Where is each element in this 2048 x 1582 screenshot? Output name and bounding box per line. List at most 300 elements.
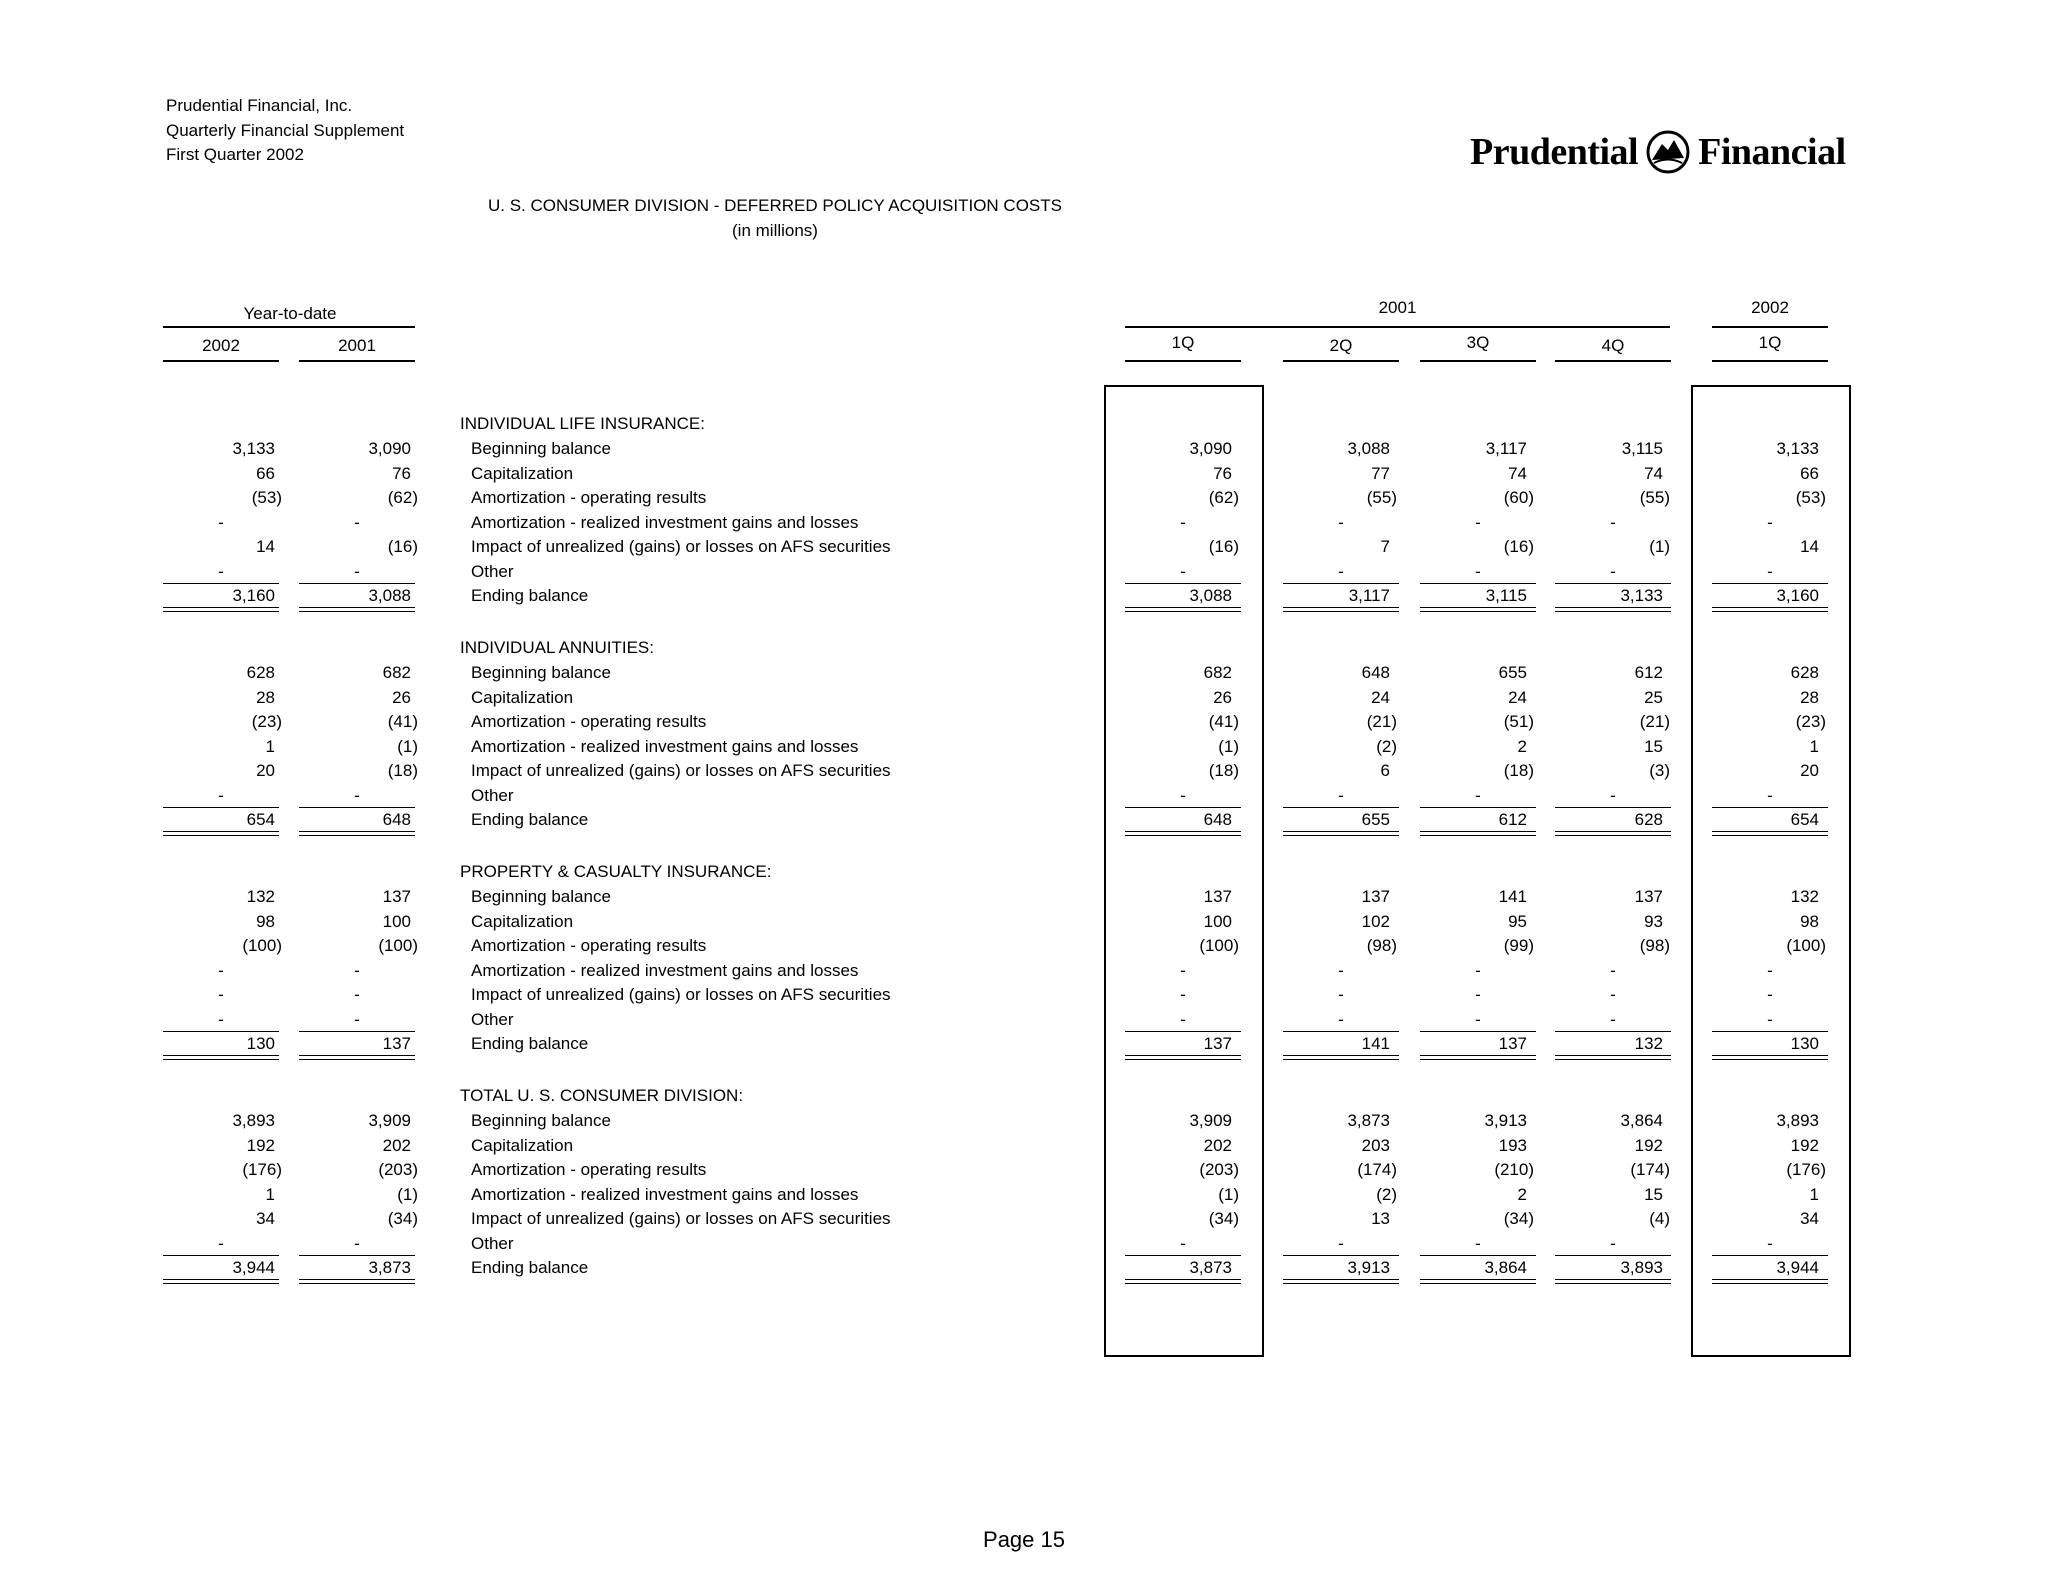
cell-value: 628	[246, 663, 275, 682]
total-double-rule	[1555, 1055, 1671, 1056]
total-double-rule	[163, 1283, 279, 1284]
cell-value: (41)	[387, 712, 418, 731]
row-label: Impact of unrealized (gains) or losses on AFS securities	[471, 1209, 891, 1228]
cell-value: 612	[1498, 810, 1527, 829]
subtotal-rule	[1555, 1255, 1671, 1256]
cell-value: -	[1610, 985, 1616, 1004]
cell-value: 98	[1800, 911, 1819, 931]
cell-value: (51)	[1503, 712, 1534, 731]
total-double-rule	[1283, 1055, 1399, 1056]
col-rule	[163, 360, 279, 362]
cell-value: -	[1475, 960, 1481, 980]
subtotal-rule	[1420, 1255, 1536, 1256]
cell-value: 3,893	[232, 1111, 275, 1130]
cell-value: 655	[1361, 810, 1390, 829]
cell-value: 3,909	[1189, 1111, 1232, 1130]
cell-value: -	[1610, 1233, 1616, 1253]
total-double-rule	[163, 1279, 279, 1280]
subtotal-rule	[163, 583, 279, 584]
total-double-rule	[1420, 1055, 1536, 1056]
q1-2001-heading: 1Q	[1171, 333, 1195, 352]
row-label: Amortization - operating results	[471, 488, 707, 507]
cell-value: (23)	[1795, 712, 1826, 731]
cell-value: -	[1767, 1233, 1773, 1253]
cell-value: 3,090	[1189, 439, 1232, 458]
subtotal-rule	[1555, 583, 1671, 584]
cell-value: (16)	[387, 537, 418, 556]
subtotal-rule	[1283, 1255, 1399, 1256]
supplement-title: Quarterly Financial Supplement	[166, 121, 405, 140]
cell-value: 3,893	[1620, 1258, 1663, 1277]
cell-value: (4)	[1649, 1209, 1670, 1228]
cell-value: 3,115	[1621, 439, 1663, 458]
subtotal-rule	[299, 807, 415, 808]
subtotal-rule	[1283, 807, 1399, 808]
cell-value: (21)	[1366, 712, 1397, 731]
cell-value: 141	[1361, 1034, 1390, 1053]
row-label: Ending balance	[471, 586, 589, 605]
cell-value: (34)	[1208, 1209, 1239, 1228]
row-label: Ending balance	[471, 810, 589, 829]
cell-value: 93	[1644, 911, 1663, 931]
total-double-rule	[163, 1059, 279, 1060]
cell-value: -	[354, 985, 360, 1004]
q2-2001-heading: 2Q	[1329, 336, 1353, 355]
cell-value: -	[1475, 1009, 1481, 1029]
cell-value: 34	[1800, 1209, 1819, 1228]
total-double-rule	[1555, 1059, 1671, 1060]
ytd-heading-rule	[163, 326, 415, 328]
page-number: Page 15	[983, 1527, 1065, 1552]
subtotal-rule	[1420, 1031, 1536, 1032]
cell-value: (203)	[1199, 1160, 1239, 1179]
cell-value: 3,909	[368, 1111, 411, 1130]
cell-value: 202	[1203, 1135, 1232, 1155]
total-double-rule	[1712, 607, 1828, 608]
cell-value: 192	[1634, 1135, 1663, 1155]
cell-value: 132	[246, 887, 275, 906]
cell-value: 98	[256, 911, 275, 931]
cell-value: (60)	[1503, 488, 1534, 507]
cell-value: 137	[1203, 887, 1232, 906]
cell-value: -	[1767, 512, 1773, 532]
cell-value: 132	[1634, 1034, 1663, 1053]
total-double-rule	[1420, 1283, 1536, 1284]
cell-value: 3,944	[232, 1258, 275, 1277]
cell-value: 141	[1498, 887, 1527, 906]
cell-value: 3,133	[1620, 586, 1663, 605]
cell-value: (1)	[1649, 537, 1670, 556]
cell-value: 66	[256, 463, 275, 483]
section-title: INDIVIDUAL ANNUITIES:	[460, 638, 654, 657]
subtotal-rule	[1712, 807, 1828, 808]
logo-right-word: Financial	[1698, 131, 1846, 173]
cell-value: -	[1475, 985, 1481, 1004]
row-label: Amortization - realized investment gains and losses	[471, 1184, 859, 1204]
row-label: Ending balance	[471, 1034, 589, 1053]
cell-value: 137	[1498, 1034, 1527, 1053]
subtotal-rule	[1125, 1255, 1241, 1256]
cell-value: -	[218, 785, 224, 805]
section-title: INDIVIDUAL LIFE INSURANCE:	[460, 414, 705, 433]
cell-value: -	[354, 960, 360, 980]
total-double-rule	[1555, 607, 1671, 608]
total-double-rule	[1712, 1055, 1828, 1056]
cell-value: -	[218, 1009, 224, 1029]
cell-value: (2)	[1376, 736, 1397, 756]
total-double-rule	[1283, 611, 1399, 612]
cell-value: 34	[256, 1209, 275, 1228]
total-double-rule	[1420, 835, 1536, 836]
row-label: Impact of unrealized (gains) or losses on AFS securities	[471, 537, 891, 556]
col-rule	[1420, 360, 1536, 362]
total-double-rule	[163, 835, 279, 836]
total-double-rule	[1125, 835, 1241, 836]
subtotal-rule	[1420, 583, 1536, 584]
cell-value: 682	[382, 663, 411, 682]
total-double-rule	[299, 1279, 415, 1280]
cell-value: 3,873	[368, 1258, 411, 1277]
cell-value: 76	[1213, 463, 1232, 483]
cell-value: (53)	[1795, 488, 1826, 507]
cell-value: -	[1767, 960, 1773, 980]
cell-value: (55)	[1366, 488, 1397, 507]
cell-value: -	[354, 512, 360, 532]
total-double-rule	[1125, 1055, 1241, 1056]
cell-value: -	[1180, 960, 1186, 980]
cell-value: 74	[1644, 463, 1663, 483]
row-label: Impact of unrealized (gains) or losses on AFS securities	[471, 761, 891, 780]
cell-value: -	[1767, 561, 1773, 581]
cell-value: 648	[1203, 810, 1232, 829]
cell-value: -	[1475, 785, 1481, 805]
cell-value: 3,115	[1485, 586, 1527, 605]
cell-value: (100)	[378, 936, 418, 955]
ytd-heading: Year-to-date	[243, 304, 337, 323]
row-label: Capitalization	[471, 1135, 574, 1155]
total-double-rule	[1555, 835, 1671, 836]
total-double-rule	[1283, 607, 1399, 608]
cell-value: 3,160	[1776, 586, 1819, 605]
cell-value: (176)	[242, 1160, 282, 1179]
cell-value: (23)	[251, 712, 282, 731]
cell-value: -	[1475, 512, 1481, 532]
subtotal-rule	[1283, 1031, 1399, 1032]
row-label: Beginning balance	[471, 887, 611, 906]
cell-value: 2	[1517, 736, 1527, 756]
cell-value: 3,088	[1189, 586, 1232, 605]
subtotal-rule	[1125, 1031, 1241, 1032]
cell-value: 66	[1800, 463, 1819, 483]
row-label: Capitalization	[471, 463, 574, 483]
total-double-rule	[299, 1055, 415, 1056]
cell-value: (21)	[1639, 712, 1670, 731]
company-name: Prudential Financial, Inc.	[166, 96, 353, 115]
cell-value: (16)	[1503, 537, 1534, 556]
cell-value: -	[1338, 960, 1344, 980]
logo-left-word: Prudential	[1470, 131, 1639, 173]
cell-value: 137	[1361, 887, 1390, 906]
cell-value: 3,864	[1484, 1258, 1527, 1277]
year-2001-heading: 2001	[1378, 298, 1417, 317]
cell-value: 130	[1790, 1034, 1819, 1053]
total-double-rule	[1712, 831, 1828, 832]
total-double-rule	[1712, 1283, 1828, 1284]
cell-value: -	[1610, 960, 1616, 980]
subtotal-rule	[1555, 807, 1671, 808]
total-double-rule	[1555, 831, 1671, 832]
total-double-rule	[299, 835, 415, 836]
ytd-2001-heading: 2001	[338, 336, 376, 355]
total-double-rule	[1420, 607, 1536, 608]
cell-value: 26	[1213, 687, 1232, 707]
cell-value: (98)	[1366, 936, 1397, 955]
cell-value: -	[354, 1009, 360, 1029]
q4-2001-heading: 4Q	[1601, 336, 1625, 355]
subtotal-rule	[1125, 583, 1241, 584]
section-title: TOTAL U. S. CONSUMER DIVISION:	[460, 1086, 744, 1105]
cell-value: -	[1610, 1009, 1616, 1029]
cell-value: -	[1610, 561, 1616, 581]
cell-value: -	[1767, 985, 1773, 1004]
cell-value: 76	[392, 463, 411, 483]
cell-value: 628	[1790, 663, 1819, 682]
cell-value: 654	[1790, 810, 1819, 829]
cell-value: -	[1610, 512, 1616, 532]
cell-value: -	[1180, 1233, 1186, 1253]
cell-value: 3,117	[1485, 439, 1527, 458]
cell-value: -	[218, 561, 224, 581]
total-double-rule	[1420, 831, 1536, 832]
cell-value: 192	[1790, 1135, 1819, 1155]
cell-value: (34)	[387, 1209, 418, 1228]
total-double-rule	[299, 1283, 415, 1284]
col-rule	[1283, 360, 1399, 362]
subtotal-rule	[1712, 583, 1828, 584]
cell-value: -	[1767, 785, 1773, 805]
cell-value: 15	[1644, 736, 1663, 756]
row-label: Amortization - operating results	[471, 1160, 707, 1179]
cell-value: 3,160	[232, 586, 275, 605]
total-double-rule	[1125, 607, 1241, 608]
cell-value: -	[1475, 561, 1481, 581]
total-double-rule	[1283, 1283, 1399, 1284]
report-units: (in millions)	[732, 221, 818, 240]
cell-value: (174)	[1357, 1160, 1397, 1179]
cell-value: 3,864	[1620, 1111, 1663, 1130]
cell-value: -	[1475, 1233, 1481, 1253]
cell-value: 24	[1371, 687, 1390, 707]
cell-value: 3,088	[368, 586, 411, 605]
cell-value: 1	[1809, 736, 1819, 756]
q1-2002-heading: 1Q	[1758, 333, 1782, 352]
cell-value: -	[1338, 785, 1344, 805]
cell-value: (3)	[1649, 761, 1670, 780]
cell-value: 28	[1800, 687, 1819, 707]
cell-value: 13	[1371, 1209, 1390, 1228]
cell-value: (18)	[1503, 761, 1534, 780]
cell-value: 25	[1644, 687, 1663, 707]
cell-value: 3,913	[1484, 1111, 1527, 1130]
cell-value: (174)	[1630, 1160, 1670, 1179]
cell-value: (98)	[1639, 936, 1670, 955]
row-label: Other	[471, 785, 514, 805]
total-double-rule	[1420, 611, 1536, 612]
row-label: Amortization - operating results	[471, 936, 707, 955]
row-label: Beginning balance	[471, 439, 611, 458]
row-label: Other	[471, 561, 514, 581]
total-double-rule	[299, 1059, 415, 1060]
total-double-rule	[163, 1055, 279, 1056]
total-double-rule	[1283, 831, 1399, 832]
cell-value: (62)	[1208, 488, 1239, 507]
cell-value: -	[354, 561, 360, 581]
cell-value: 612	[1634, 663, 1663, 682]
subtotal-rule	[1283, 583, 1399, 584]
total-double-rule	[1125, 831, 1241, 832]
cell-value: 100	[1203, 911, 1232, 931]
cell-value: (99)	[1503, 936, 1534, 955]
cell-value: (16)	[1208, 537, 1239, 556]
total-double-rule	[1283, 835, 1399, 836]
row-label: Impact of unrealized (gains) or losses on AFS securities	[471, 985, 891, 1004]
col-rule	[1712, 360, 1828, 362]
cell-value: -	[1338, 1233, 1344, 1253]
cell-value: -	[218, 512, 224, 532]
cell-value: 137	[382, 887, 411, 906]
total-double-rule	[1712, 835, 1828, 836]
quarter-label: First Quarter 2002	[166, 145, 304, 164]
cell-value: 192	[246, 1135, 275, 1155]
q3-2001-heading: 3Q	[1466, 333, 1490, 352]
cell-value: -	[1338, 985, 1344, 1004]
cell-value: 3,873	[1189, 1258, 1232, 1277]
cell-value: -	[1338, 1009, 1344, 1029]
cell-value: 628	[1634, 810, 1663, 829]
cell-value: (1)	[1218, 736, 1239, 756]
prudential-logo	[1470, 130, 1850, 174]
subtotal-rule	[163, 807, 279, 808]
subtotal-rule	[1420, 807, 1536, 808]
row-label: Other	[471, 1009, 514, 1029]
subtotal-rule	[1712, 1255, 1828, 1256]
subtotal-rule	[163, 1031, 279, 1032]
cell-value: 654	[246, 810, 275, 829]
ytd-2002-heading: 2002	[202, 336, 240, 355]
total-double-rule	[1125, 1279, 1241, 1280]
subtotal-rule	[299, 583, 415, 584]
cell-value: 132	[1790, 887, 1819, 906]
total-double-rule	[1283, 1059, 1399, 1060]
total-double-rule	[1420, 1059, 1536, 1060]
cell-value: (34)	[1503, 1209, 1534, 1228]
col-rule	[1555, 360, 1671, 362]
cell-value: 682	[1203, 663, 1232, 682]
cell-value: (1)	[397, 736, 418, 756]
subtotal-rule	[1555, 1031, 1671, 1032]
total-double-rule	[1555, 611, 1671, 612]
cell-value: 137	[1634, 887, 1663, 906]
cell-value: 20	[256, 761, 275, 780]
cell-value: -	[1180, 512, 1186, 532]
cell-value: 3,088	[1347, 439, 1390, 458]
subtotal-rule	[163, 1255, 279, 1256]
cell-value: -	[1180, 985, 1186, 1004]
year-2002-heading: 2002	[1751, 298, 1789, 317]
cell-value: 102	[1361, 911, 1390, 931]
cell-value: (100)	[242, 936, 282, 955]
total-double-rule	[1555, 1283, 1671, 1284]
subtotal-rule	[299, 1031, 415, 1032]
col-rule	[1125, 360, 1241, 362]
total-double-rule	[299, 607, 415, 608]
total-double-rule	[1125, 1283, 1241, 1284]
cell-value: 100	[382, 911, 411, 931]
row-label: Beginning balance	[471, 663, 611, 682]
year-2002-rule	[1712, 326, 1828, 328]
row-label: Amortization - realized investment gains and losses	[471, 960, 859, 980]
cell-value: -	[218, 960, 224, 980]
total-double-rule	[163, 607, 279, 608]
row-label: Beginning balance	[471, 1111, 611, 1130]
cell-value: 74	[1508, 463, 1527, 483]
cell-value: 137	[1203, 1034, 1232, 1053]
cell-value: 203	[1361, 1135, 1390, 1155]
cell-value: 648	[382, 810, 411, 829]
cell-value: -	[1338, 512, 1344, 532]
cell-value: 3,944	[1776, 1258, 1819, 1277]
cell-value: (2)	[1376, 1184, 1397, 1204]
row-label: Ending balance	[471, 1258, 589, 1277]
rock-icon	[1646, 130, 1690, 174]
cell-value: 14	[1800, 537, 1819, 556]
cell-value: (203)	[378, 1160, 418, 1179]
cell-value: 77	[1371, 463, 1390, 483]
cell-value: 655	[1498, 663, 1527, 682]
cell-value: (210)	[1494, 1160, 1534, 1179]
cell-value: 2	[1517, 1184, 1527, 1204]
cell-value: 7	[1380, 537, 1390, 556]
cell-value: 137	[382, 1034, 411, 1053]
cell-value: -	[1767, 1009, 1773, 1029]
cell-value: -	[1180, 1009, 1186, 1029]
cell-value: 3,090	[368, 439, 411, 458]
row-label: Capitalization	[471, 911, 574, 931]
cell-value: (1)	[1218, 1184, 1239, 1204]
row-label: Capitalization	[471, 687, 574, 707]
total-double-rule	[163, 611, 279, 612]
year-2001-rule	[1125, 326, 1670, 328]
cell-value: 3,117	[1348, 586, 1390, 605]
cell-value: 26	[392, 687, 411, 707]
cell-value: 1	[265, 736, 275, 756]
cell-value: 3,133	[232, 439, 275, 458]
cell-value: 24	[1508, 687, 1527, 707]
cell-value: 130	[246, 1034, 275, 1053]
cell-value: 20	[1800, 761, 1819, 780]
total-double-rule	[1712, 611, 1828, 612]
cell-value: 95	[1508, 911, 1527, 931]
cell-value: 1	[1809, 1184, 1819, 1204]
cell-value: -	[218, 1233, 224, 1253]
cell-value: -	[1338, 561, 1344, 581]
cell-value: 3,893	[1776, 1111, 1819, 1130]
cell-value: 15	[1644, 1184, 1663, 1204]
total-double-rule	[1712, 1279, 1828, 1280]
row-label: Amortization - realized investment gains and losses	[471, 736, 859, 756]
cell-value: 3,133	[1776, 439, 1819, 458]
cell-value: 193	[1498, 1135, 1527, 1155]
